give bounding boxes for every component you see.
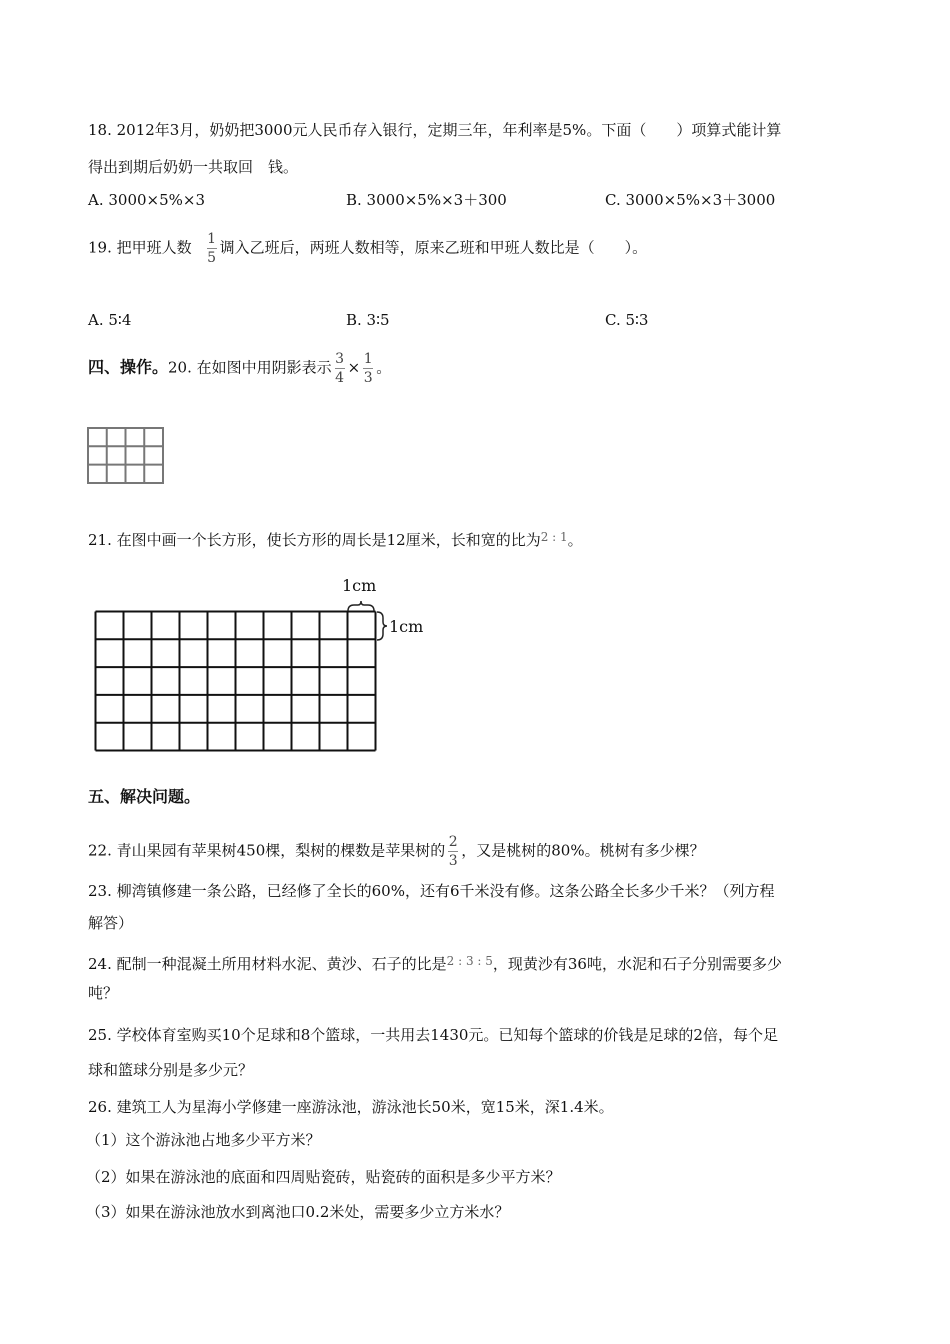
- q18-option-a: A. 3000×5%×3: [88, 191, 206, 209]
- q22-fraction: [448, 833, 458, 870]
- q19-option-a: A. 5∶4: [88, 311, 132, 329]
- frac-den: 5: [207, 250, 217, 266]
- q23-line1: 23. 柳湾镇修建一条公路，已经修了全长的60%，还有6千米没有修。这条公路全长多少千米？（列方程: [88, 882, 775, 900]
- q19-option-c: C. 5∶3: [605, 311, 649, 329]
- q26-sub-3: （3）如果在游泳池放水到离池口0.2米处，需要多少立方米水？: [86, 1203, 510, 1221]
- q24-line1: [88, 951, 782, 974]
- q23-line2: 解答）: [88, 914, 134, 932]
- q25-line1: 25. 学校体育室购买10个足球和8个篮球，一共用去1430元。已知每个篮球的价钱是足球的2倍，每个足: [88, 1026, 778, 1044]
- q26-line1: 26. 建筑工人为星海小学修建一座游泳池，游泳池长50米，宽15米，深1.4米。: [88, 1098, 614, 1116]
- q19-suffix: 调入乙班后，两班人数相等，原来乙班和甲班人数比是（ ）。: [219, 238, 648, 257]
- q18-line1: 18. 2012年3月，奶奶把3000元人民币存入银行，定期三年，年利率是5%。下面（ ）项算式能计算: [88, 121, 782, 139]
- q24-ratio: 2 : 3 : 5: [446, 954, 493, 968]
- q20-line: [88, 350, 391, 387]
- section-4-heading: 四、操作。: [88, 357, 169, 377]
- q21-grid-10x5[interactable]: [94, 610, 378, 752]
- q19-option-b: B. 3∶5: [346, 311, 390, 329]
- q18-option-b: B. 3000×5%×3＋300: [346, 191, 507, 209]
- q21-line: [88, 527, 583, 550]
- frac-den: 3: [363, 370, 373, 386]
- section-5-heading: 五、解决问题。: [88, 787, 201, 806]
- frac-num: 1: [207, 231, 217, 247]
- q21-text: 21. 在图中画一个长方形，使长方形的周长是12厘米，长和宽的比为: [88, 531, 541, 549]
- q22-prefix: 22. 青山果园有苹果树450棵，梨树的棵数是苹果树的: [88, 841, 446, 860]
- height-brace-icon: [376, 611, 390, 641]
- frac-num: 2: [448, 834, 458, 850]
- frac-num: 3: [335, 351, 345, 367]
- q20-end: 。: [376, 358, 392, 377]
- q25-line2: 球和篮球分别是多少元？: [88, 1061, 254, 1079]
- q19-line: [88, 230, 647, 267]
- q20-grid-4x3[interactable]: [87, 427, 165, 485]
- frac-den: 3: [448, 853, 458, 869]
- q24-suffix: ，现黄沙有36吨，水泥和石子分别需要多少: [492, 955, 782, 973]
- q19-prefix: 19. 把甲班人数: [88, 238, 192, 257]
- q20-fraction-1: [335, 350, 345, 387]
- q26-sub-1: （1）这个游泳池占地多少平方米？: [86, 1131, 321, 1149]
- q26-sub-2: （2）如果在游泳池的底面和四周贴瓷砖，贴瓷砖的面积是多少平方米？: [86, 1168, 561, 1186]
- q18-option-c: C. 3000×5%×3＋3000: [605, 191, 776, 209]
- width-label: 1cm: [342, 576, 377, 595]
- q22-line: [88, 833, 705, 870]
- frac-num: 1: [363, 351, 373, 367]
- q21-ratio: 2 : 1: [540, 530, 568, 544]
- q20-text: 20. 在如图中用阴影表示: [168, 358, 332, 377]
- q22-suffix: ，又是桃树的80%。桃树有多少棵？: [461, 841, 705, 860]
- q24-prefix: 24. 配制一种混凝土所用材料水泥、黄沙、石子的比是: [88, 955, 447, 973]
- q20-fraction-2: [363, 350, 373, 387]
- frac-den: 4: [335, 370, 345, 386]
- height-label: 1cm: [389, 617, 424, 636]
- q21-end: 。: [567, 531, 583, 549]
- q18-line2: 得出到期后奶奶一共取回 钱。: [88, 158, 299, 176]
- times-sign: ×: [347, 358, 361, 377]
- q19-fraction: [207, 230, 217, 267]
- q24-line2: 吨？: [88, 984, 119, 1002]
